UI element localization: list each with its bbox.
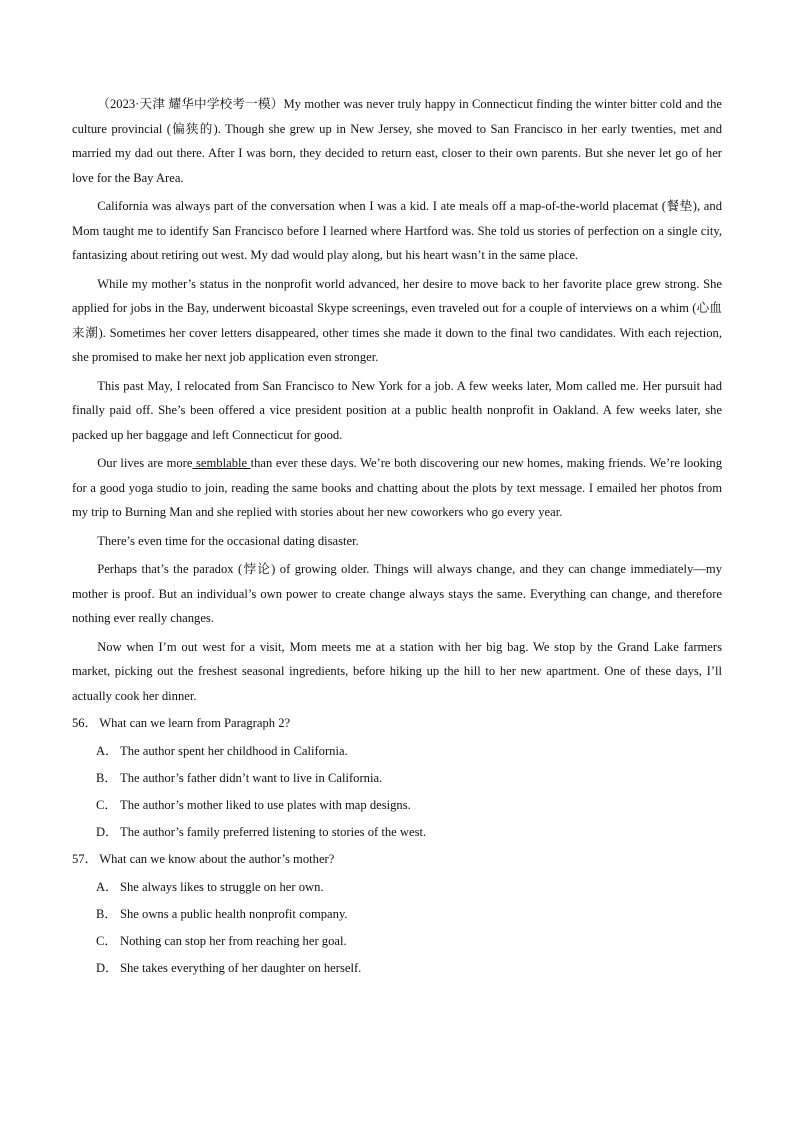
option-a <box>96 876 722 898</box>
question-57 <box>72 848 722 979</box>
question-56 <box>72 712 722 843</box>
option-letter: C． <box>96 934 117 948</box>
question-text: What can we know about the author’s mother? <box>99 852 335 866</box>
option-letter: C． <box>96 798 117 812</box>
option-text: The author spent her childhood in California. <box>120 744 348 758</box>
question-number: 57． <box>72 852 98 866</box>
paragraph-5-rest: than ever these days. We’re both discovering our new homes, making friends. We’re looking for a good yoga studio to join, reading the same books and chatting about the plots by text message. I emailed her photos from my trip to Burning Man and she replied with stories about her new coworkers who go every year. <box>72 456 723 519</box>
passage-paragraph-7: Perhaps that’s the paradox (悖论) of growing older. Things will always change, and they can change immediately—my mother is proof. But an individual’s own power to create change always stays the same. Everything can change, and therefore nothing ever really changes. <box>72 562 722 625</box>
option-text: Nothing can stop her from reaching her goal. <box>120 934 347 948</box>
option-letter: D． <box>96 825 118 839</box>
option-letter: D． <box>96 961 118 975</box>
option-text: She owns a public health nonprofit company. <box>120 907 348 921</box>
option-c <box>96 794 722 816</box>
option-c <box>96 930 722 952</box>
passage-paragraph-5 <box>72 451 722 525</box>
option-text: The author’s family preferred listening to stories of the west. <box>120 825 427 839</box>
option-b <box>96 903 722 925</box>
question-number: 56． <box>72 716 98 730</box>
option-text: She takes everything of her daughter on herself. <box>120 961 362 975</box>
option-text: She always likes to struggle on her own. <box>120 880 324 894</box>
document-page <box>72 92 722 984</box>
underlined-word: semblable <box>192 456 251 470</box>
option-text: The author’s father didn’t want to live in California. <box>120 771 383 785</box>
option-letter: A． <box>96 744 118 758</box>
passage-paragraph-6: There’s even time for the occasional dating disaster. <box>97 533 359 548</box>
paragraph-5-start: Our lives are more <box>97 456 193 470</box>
option-d <box>96 957 722 979</box>
passage-paragraph-2: California was always part of the conversation when I was a kid. I ate meals off a map-of-the-world placemat (餐垫), and Mom taught me to identify San Francisco before I learned where Hartford was. She told us stories of perfection on a single city, fantasizing about retiring out west. My dad would play along, but his heart wasn’t in the same place. <box>72 199 722 262</box>
option-letter: B． <box>96 907 117 921</box>
question-stem <box>72 712 722 734</box>
question-text: What can we learn from Paragraph 2? <box>99 716 291 730</box>
passage-paragraph-3: While my mother’s status in the nonprofit world advanced, her desire to move back to her favorite place grew strong. She applied for jobs in the Bay, underwent bicoastal Skype screenings, even traveled out for a couple of interviews on a whim (心血来潮). Sometimes her cover letters disappeared, other times she made it down to the final two candidates. With each rejection, she promised to make her next job application even stronger. <box>72 276 722 364</box>
option-text: The author’s mother liked to use plates with map designs. <box>120 798 411 812</box>
question-stem <box>72 848 722 870</box>
passage-paragraph-1: （2023·天津 耀华中学校考一模）My mother was never truly happy in Connecticut finding the winter bitter cold and the culture provincial (偏狭的). Though she grew up in New Jersey, she moved to San Francisco in her early twenties, met and married my dad out there. After I was born, they decided to return east, closer to their own parents. But she never let go of her love for the Bay Area. <box>72 97 722 185</box>
passage-paragraph-4: This past May, I relocated from San Francisco to New York for a job. A few weeks later, Mom called me. Her pursuit had finally paid off. She’s been offered a vice president position at a public health nonprofit in Oakland. A few weeks later, she packed up her baggage and left Connecticut for good. <box>72 378 722 442</box>
option-d <box>96 821 722 843</box>
option-a <box>96 740 722 762</box>
option-letter: A． <box>96 880 118 894</box>
option-letter: B． <box>96 771 117 785</box>
passage-paragraph-8: Now when I’m out west for a visit, Mom meets me at a station with her big bag. We stop by the Grand Lake farmers market, picking out the freshest seasonal ingredients, before hiking up the hill to her new apartment. One of these days, I’ll actually cook her dinner. <box>72 639 722 703</box>
option-b <box>96 767 722 789</box>
